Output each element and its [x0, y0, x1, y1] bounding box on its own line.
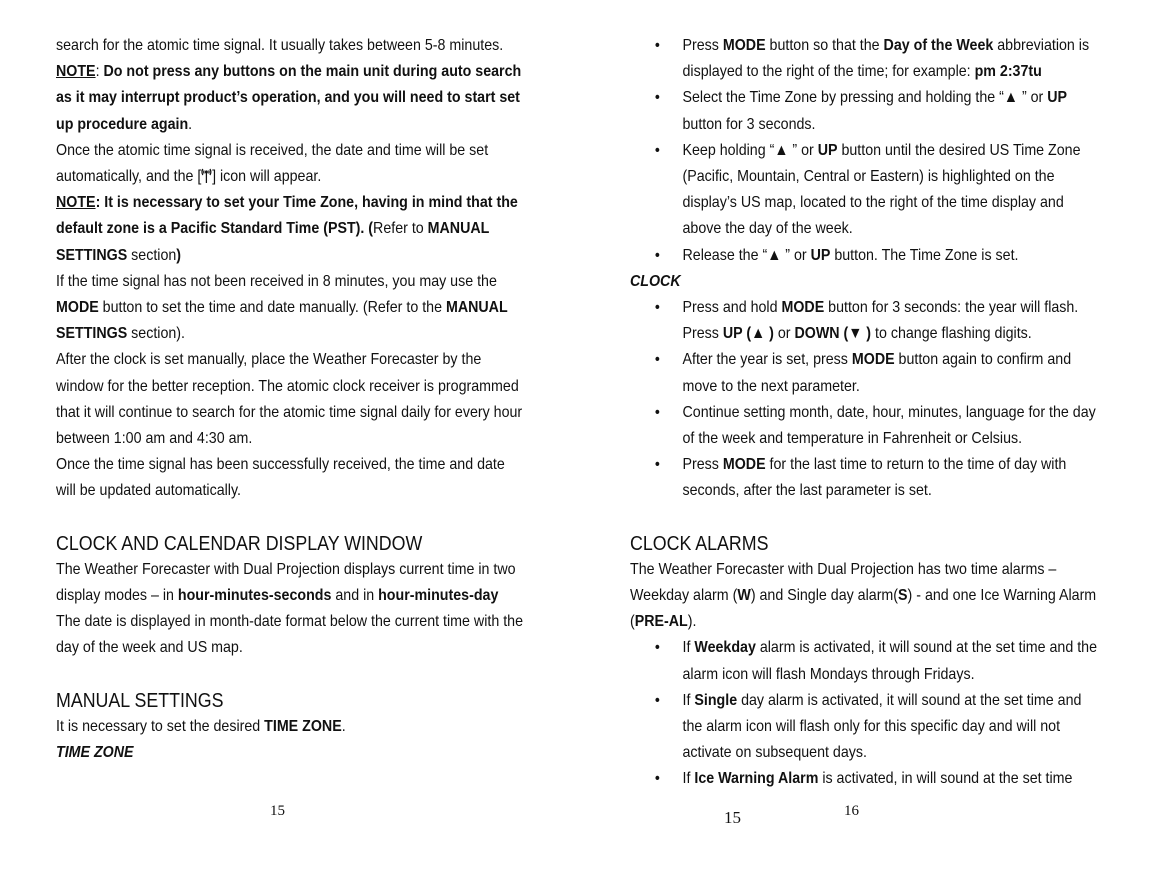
subheading: TIME ZONE: [56, 744, 134, 762]
list-item: • Select the Time Zone by pressing and holding the “▲ ” or UP button for 3 seconds.: [630, 85, 1099, 137]
left-page: [56, 33, 525, 766]
note-time-zone: NOTE: It is necessary to set your Time Zone, having in mind that the default zone is a Pacific Standard Time (PST). (Refer to MANUAL SETTINGS section): [56, 194, 518, 264]
list-item: • If Single day alarm is activated, it will sound at the set time and the alarm icon will flash only for this specific day and will not activate on subsequent days.: [630, 688, 1099, 767]
paragraph: If the time signal has not been received in 8 minutes, you may use the MODE button to set the time and date manually. (Refer to the MANUAL SETTINGS section).: [56, 272, 508, 343]
alarm-list: [630, 635, 1099, 792]
clock-steps: [630, 295, 1099, 505]
paragraph: Once the time signal has been successfully received, the time and date will be updated automatically.: [56, 456, 505, 500]
note-auto-search: NOTE: Do not press any buttons on the main unit during auto search as it may interrupt product’s operation, and you will need to start set up procedure again.: [56, 63, 522, 133]
section-heading: MANUAL SETTINGS: [56, 689, 224, 712]
list-item: • Press MODE for the last time to return to the time of day with seconds, after the last parameter is set.: [630, 452, 1099, 504]
list-item: • If Weekday alarm is activated, it will sound at the set time and the alarm icon will flash Mondays through Fridays.: [630, 635, 1099, 687]
paragraph: It is necessary to set the desired TIME ZONE.: [56, 717, 346, 735]
right-page: [630, 33, 1099, 793]
paragraph: The date is displayed in month-date format below the current time with the day of the week and US map.: [56, 613, 523, 657]
paragraph: search for the atomic time signal. It usually takes between 5-8 minutes.: [56, 37, 504, 54]
section-heading: CLOCK AND CALENDAR DISPLAY WINDOW: [56, 532, 423, 555]
paragraph: The Weather Forecaster with Dual Projection displays current time in two display modes – in hour-minutes-seconds and in hour-minutes-day: [56, 560, 516, 605]
time-zone-steps: [630, 33, 1099, 269]
page-number-left: 15: [270, 803, 285, 819]
list-item: • Keep holding “▲ ” or UP button until the desired US Time Zone (Pacific, Mountain, Central or Eastern) is highlighted on the display’s US map, located to the right of the time display and above the day of the week.: [630, 138, 1099, 243]
list-item: • Release the “▲ ” or UP button. The Time Zone is set.: [630, 243, 1099, 269]
list-item: • Press MODE button so that the Day of the Week abbreviation is displayed to the right of the time; for example: pm 2:37tu: [630, 33, 1099, 85]
page-number-right-b: 16: [844, 803, 859, 819]
antenna-icon: [201, 167, 212, 183]
list-item: • If Ice Warning Alarm is activated, in will sound at the set time: [630, 766, 1099, 792]
page-number-right-a: 15: [724, 808, 741, 827]
subheading: CLOCK: [630, 272, 681, 290]
paragraph: After the clock is set manually, place the Weather Forecaster by the window for the better reception. The atomic clock receiver is programmed that it will continue to search for the atomic time signal daily for every hour between 1:00 am and 4:30 am.: [56, 351, 523, 448]
list-item: • Press and hold MODE button for 3 seconds: the year will flash. Press UP (▲ ) or DOWN (▼ ) to change flashing digits.: [630, 295, 1099, 347]
list-item: • After the year is set, press MODE button again to confirm and move to the next parameter.: [630, 347, 1099, 399]
section-heading: CLOCK ALARMS: [630, 532, 769, 555]
paragraph: Once the atomic time signal is received, the date and time will be set automatically, and the [ ] icon will appear.: [56, 141, 489, 186]
list-item: • Continue setting month, date, hour, minutes, language for the day of the week and temperature in Fahrenheit or Celsius.: [630, 400, 1099, 452]
paragraph: The Weather Forecaster with Dual Projection has two time alarms – Weekday alarm (W) and Single day alarm(S) - and one Ice Warning Alarm (PRE-AL).: [630, 560, 1097, 631]
